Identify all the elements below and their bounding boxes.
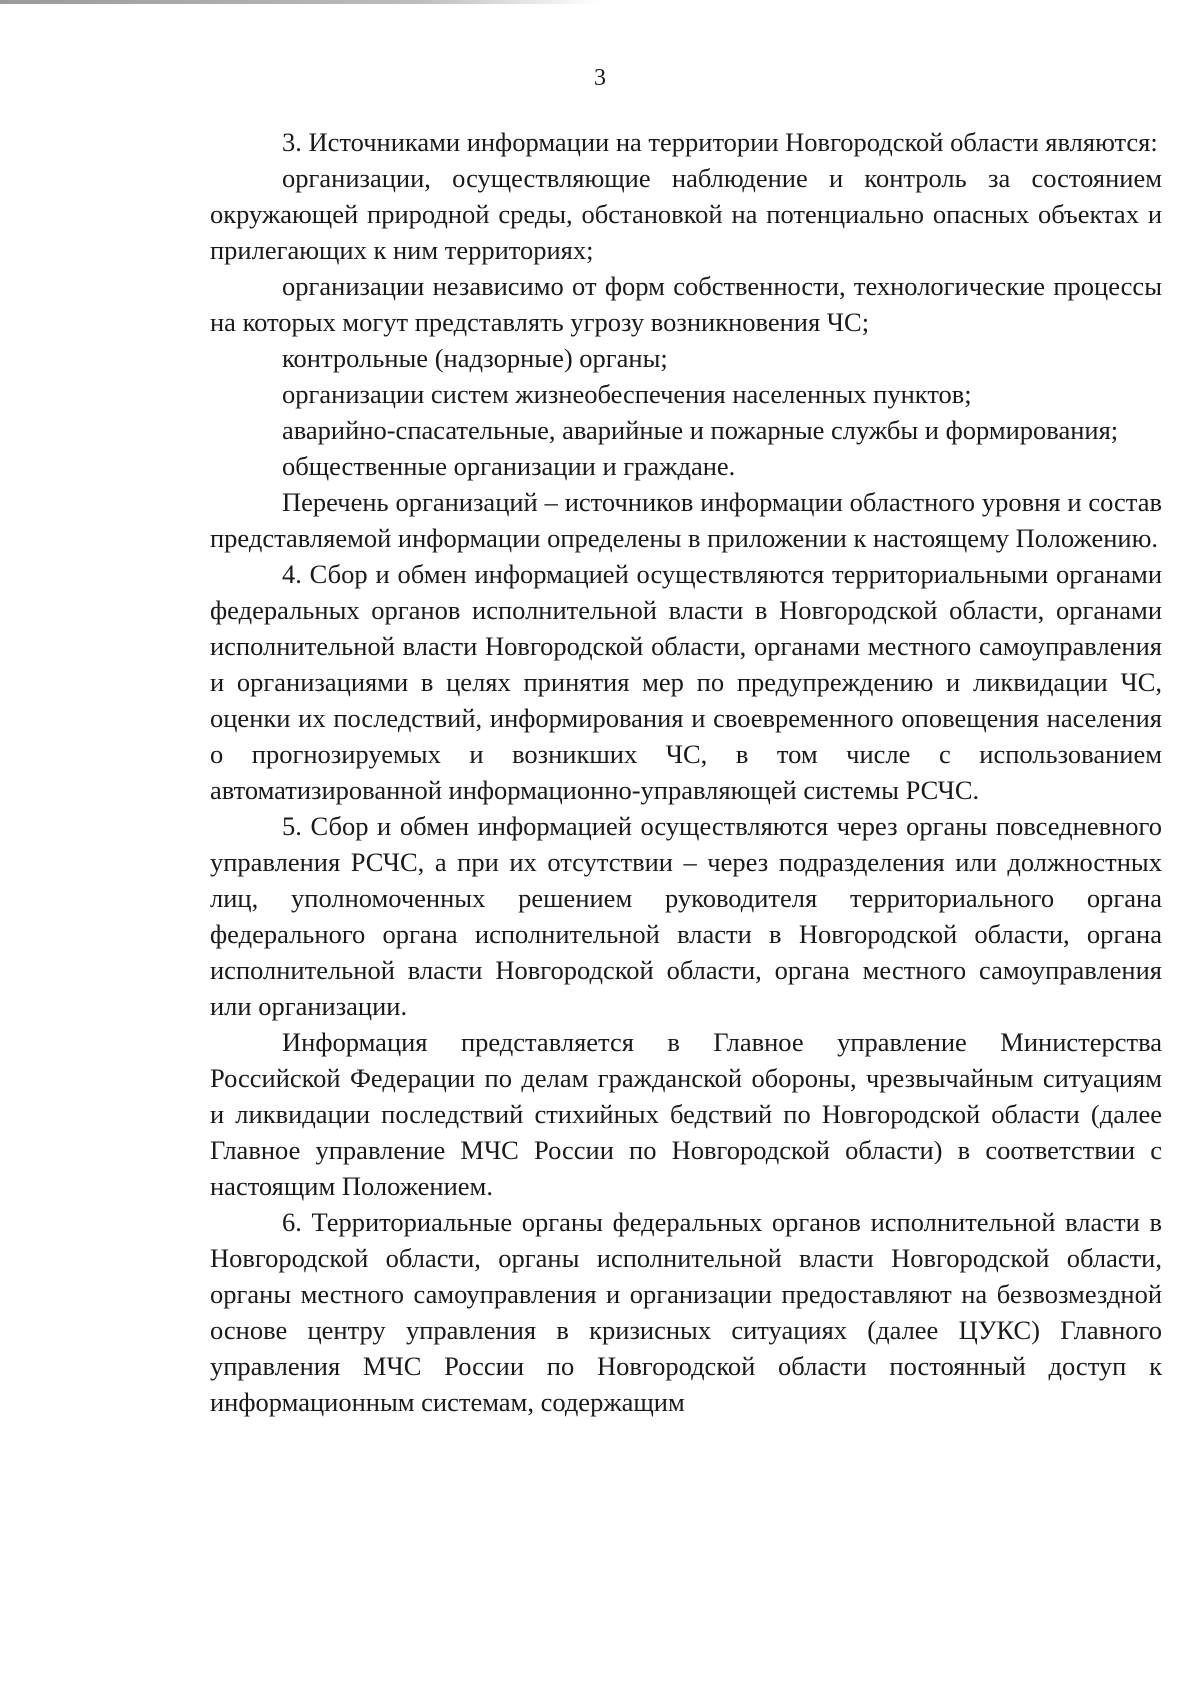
paragraph-org-list: Перечень организаций – источников информации областного уровня и состав представляемой информации определены в приложении к настоящему Положению.	[210, 487, 1162, 553]
paragraph-info-sources: 3. Источниками информации на территории Новгородской области являются:	[282, 127, 1158, 157]
list-item-rescue-services: аварийно-спасательные, аварийные и пожарные службы и формирования;	[282, 415, 1119, 445]
scan-edge-artifact	[0, 0, 600, 4]
list-item-control-bodies: контрольные (надзорные) органы;	[282, 343, 668, 373]
list-item-public-orgs: общественные организации и граждане.	[282, 451, 736, 481]
paragraph-info-submission: Информация представляется в Главное управление Министерства Российской Федерации по делам гражданской обороны, чрезвычайным ситуациям и ликвидации последствий стихийных бедствий по Новгородской области (далее Главное управление МЧС России по Новгородской области) в соответствии с настоящим Положением.	[210, 1027, 1162, 1201]
paragraph-through-bodies: 5. Сбор и обмен информацией осуществляются через органы повседневного управления РСЧС, а при их отсутствии – через подразделения или должностных лиц, уполномоченных решением руководителя территориального органа федерального органа исполнительной власти в Новгородской области, органа исполнительной власти Новгородской области, органа местного самоуправления или организации.	[210, 811, 1162, 1021]
paragraph-territorial-bodies: 6. Территориальные органы федеральных органов исполнительной власти в Новгородской области, органы исполнительной власти Новгородской области, органы местного самоуправления и организации предоставляют на безвозмездной основе центру управления в кризисных ситуациях (далее ЦУКС) Главного управления МЧС России по Новгородской области постоянный доступ к информационным системам, содержащим	[210, 1207, 1162, 1417]
list-item-monitoring-orgs: организации, осуществляющие наблюдение и контроль за состоянием окружающей природной среды, обстановкой на потенциально опасных объектах и прилегающих к ним территориях;	[210, 163, 1162, 265]
document-body	[210, 124, 1162, 1420]
list-item-life-support-orgs: организации систем жизнеобеспечения населенных пунктов;	[282, 379, 972, 409]
page-number: 3	[594, 65, 606, 91]
paragraph-collection-exchange: 4. Сбор и обмен информацией осуществляются территориальными органами федеральных органов исполнительной власти в Новгородской области, органами исполнительной власти Новгородской области, органами местного самоуправления и организациями в целях принятия мер по предупреждению и ликвидации ЧС, оценки их последствий, информирования и своевременного оповещения населения о прогнозируемых и возникших ЧС, в том числе с использованием автоматизированной информационно-управляющей системы РСЧС.	[210, 559, 1162, 805]
list-item-hazard-orgs: организации независимо от форм собственности, технологические процессы на которых могут представлять угрозу возникновения ЧС;	[210, 271, 1162, 337]
